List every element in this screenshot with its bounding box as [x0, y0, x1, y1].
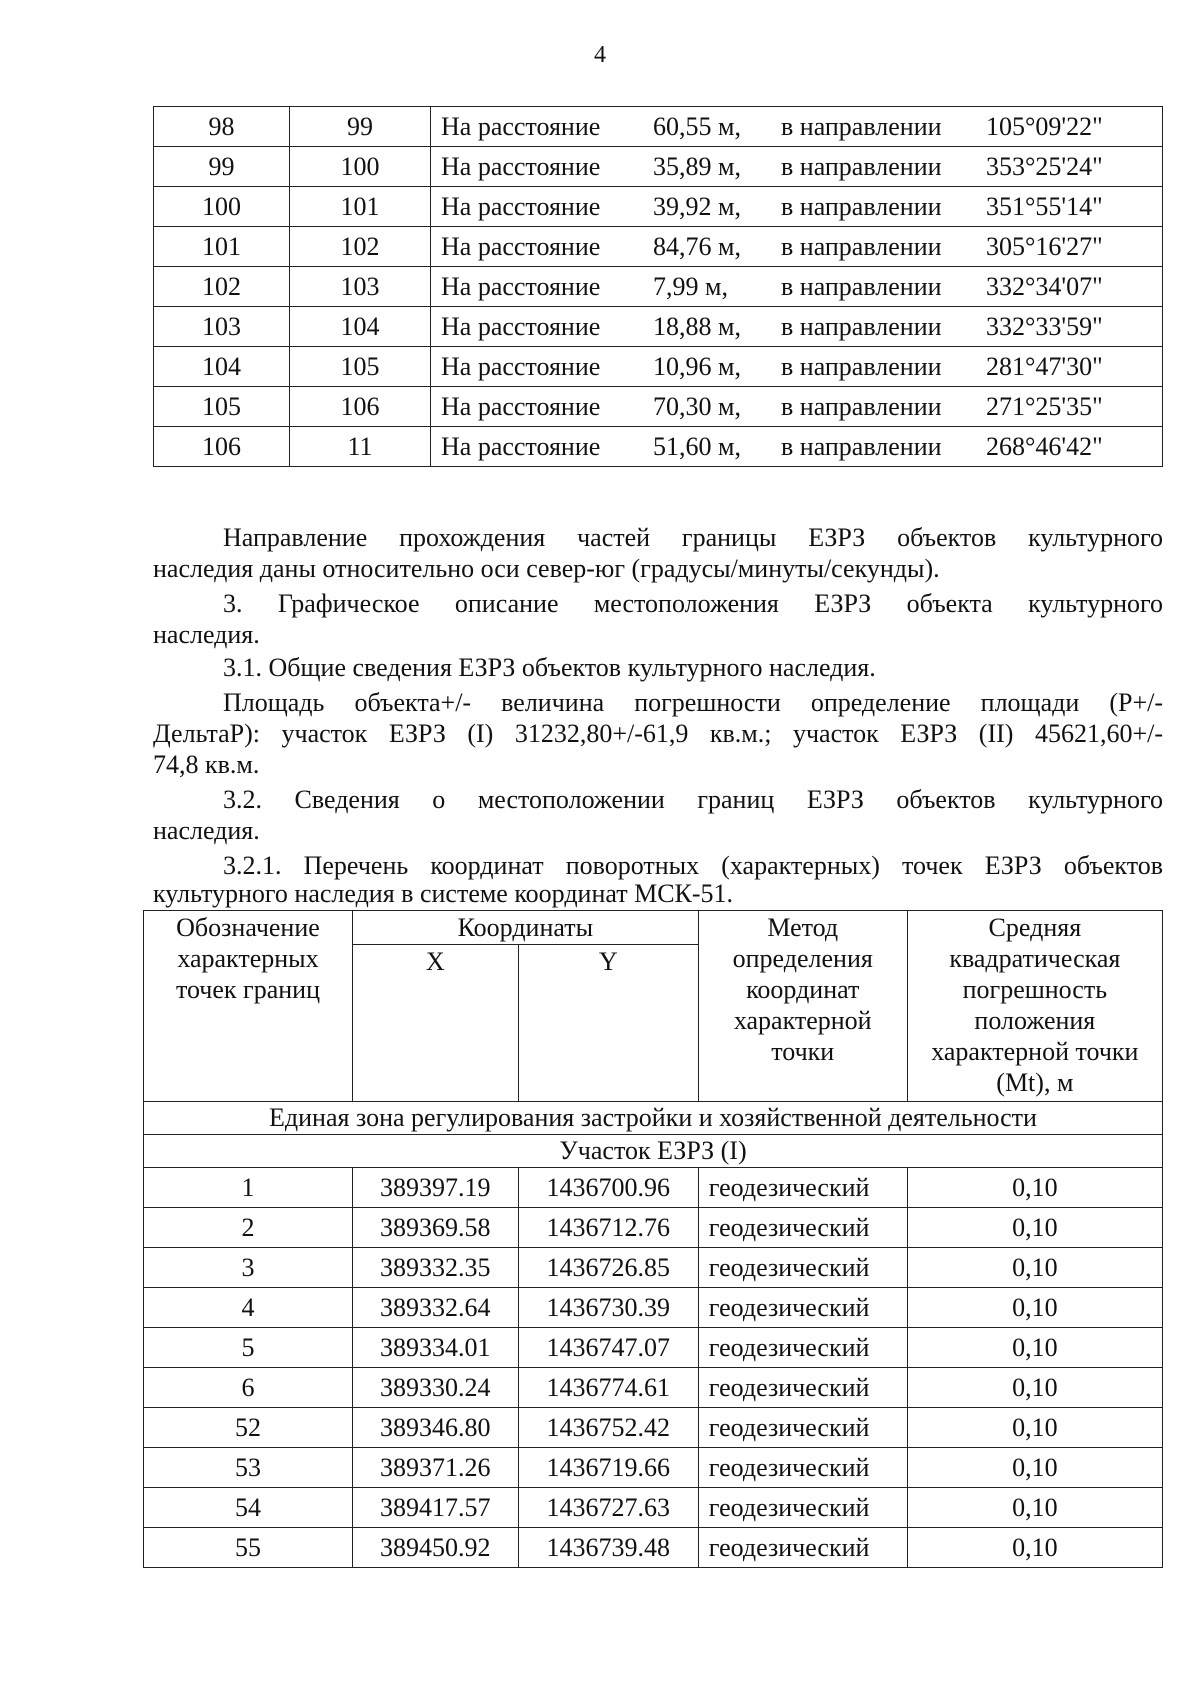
to-point: 104 [290, 307, 431, 347]
angle-value: 271°25'35" [986, 391, 1103, 421]
direction-label: в направлении [781, 111, 942, 141]
direction-description [431, 187, 1163, 227]
point-id: 6 [144, 1368, 353, 1408]
method: геодезический [698, 1368, 907, 1408]
paragraph-text: 3.2. Сведения о местоположении границ ЕЗРЗ объектов культурного [223, 785, 1163, 814]
distance-label: На расстояние [441, 431, 601, 461]
distance-value: 18,88 м, [653, 311, 741, 341]
direction-row [154, 227, 1163, 267]
paragraph-section-3-2-1 [153, 850, 1163, 881]
direction-row [154, 347, 1163, 387]
distance-label: На расстояние [441, 151, 601, 181]
header-row [144, 911, 1163, 945]
from-point: 100 [154, 187, 290, 227]
distance-value: 70,30 м, [653, 391, 741, 421]
method: геодезический [698, 1208, 907, 1248]
header-coordinates: Координаты [352, 911, 698, 945]
coord-y: 1436712.76 [518, 1208, 698, 1248]
to-point: 106 [290, 387, 431, 427]
paragraph-section-3-cont [153, 619, 1163, 650]
from-point: 104 [154, 347, 290, 387]
coord-x: 389330.24 [352, 1368, 518, 1408]
angle-value: 353°25'24" [986, 151, 1103, 181]
direction-label: в направлении [781, 271, 942, 301]
angle-value: 332°33'59" [986, 311, 1103, 341]
mean-error: 0,10 [907, 1528, 1162, 1568]
from-point: 103 [154, 307, 290, 347]
header-x: X [352, 945, 518, 1102]
method: геодезический [698, 1408, 907, 1448]
mean-error: 0,10 [907, 1368, 1162, 1408]
to-point: 99 [290, 107, 431, 147]
direction-label: в направлении [781, 151, 942, 181]
coord-y: 1436747.07 [518, 1328, 698, 1368]
point-id: 4 [144, 1288, 353, 1328]
page-number: 4 [594, 42, 606, 68]
distance-label: На расстояние [441, 311, 601, 341]
coordinate-row [144, 1168, 1163, 1208]
coordinate-row [144, 1528, 1163, 1568]
distance-label: На расстояние [441, 111, 601, 141]
coordinates-table [143, 910, 1163, 1568]
coordinate-row [144, 1368, 1163, 1408]
direction-label: в направлении [781, 191, 942, 221]
angle-value: 105°09'22" [986, 111, 1103, 141]
direction-table-body [154, 107, 1163, 467]
from-point: 102 [154, 267, 290, 307]
distance-label: На расстояние [441, 271, 601, 301]
point-id: 54 [144, 1488, 353, 1528]
angle-value: 268°46'42" [986, 431, 1103, 461]
mean-error: 0,10 [907, 1448, 1162, 1488]
distance-value: 7,99 м, [653, 271, 728, 301]
mean-error: 0,10 [907, 1488, 1162, 1528]
point-id: 2 [144, 1208, 353, 1248]
to-point: 102 [290, 227, 431, 267]
from-point: 105 [154, 387, 290, 427]
distance-label: На расстояние [441, 351, 601, 381]
zone-title-row [144, 1102, 1163, 1135]
coordinate-row [144, 1208, 1163, 1248]
angle-value: 305°16'27" [986, 231, 1103, 261]
coord-x: 389397.19 [352, 1168, 518, 1208]
method: геодезический [698, 1168, 907, 1208]
coordinates-table-head [144, 911, 1163, 1102]
paragraph-text: ДельтаР): участок ЕЗРЗ (I) 31232,80+/-61,9 кв.м.; участок ЕЗРЗ (II) 45621,60+/- [153, 719, 1163, 748]
coord-y: 1436719.66 [518, 1448, 698, 1488]
paragraph-text: Площадь объекта+/- величина погрешности определение площади (P+/- [223, 688, 1163, 717]
zone-title: Единая зона регулирования застройки и хозяйственной деятельности [144, 1102, 1163, 1135]
distance-value: 35,89 м, [653, 151, 741, 181]
paragraph-text: 3. Графическое описание местоположения ЕЗРЗ объекта культурного [223, 589, 1163, 618]
distance-label: На расстояние [441, 391, 601, 421]
paragraph-section-3-2-cont [153, 815, 1163, 846]
paragraph-section-3 [153, 588, 1163, 619]
direction-row [154, 267, 1163, 307]
direction-description [431, 427, 1163, 467]
from-point: 99 [154, 147, 290, 187]
paragraph-area [153, 687, 1163, 718]
coord-y: 1436727.63 [518, 1488, 698, 1528]
paragraph-section-3-1 [153, 652, 1163, 683]
method: геодезический [698, 1248, 907, 1288]
header-method: Метод определения координат характерной точки [698, 911, 907, 1102]
method: геодезический [698, 1288, 907, 1328]
paragraph-text: 3.1. Общие сведения ЕЗРЗ объектов культурного наследия. [223, 653, 876, 682]
direction-label: в направлении [781, 231, 942, 261]
coord-x: 389332.35 [352, 1248, 518, 1288]
coord-x: 389332.64 [352, 1288, 518, 1328]
section-title: Участок ЕЗРЗ (I) [144, 1135, 1163, 1168]
distance-value: 10,96 м, [653, 351, 741, 381]
paragraph-text: наследия. [153, 816, 260, 845]
method: геодезический [698, 1488, 907, 1528]
direction-row [154, 307, 1163, 347]
method: геодезический [698, 1448, 907, 1488]
coord-x: 389417.57 [352, 1488, 518, 1528]
direction-label: в направлении [781, 391, 942, 421]
distance-label: На расстояние [441, 191, 601, 221]
coordinates-table-body [144, 1102, 1163, 1568]
to-point: 105 [290, 347, 431, 387]
distance-value: 60,55 м, [653, 111, 741, 141]
angle-value: 332°34'07" [986, 271, 1103, 301]
to-point: 101 [290, 187, 431, 227]
header-y: Y [518, 945, 698, 1102]
direction-description [431, 227, 1163, 267]
coordinate-row [144, 1448, 1163, 1488]
coord-x: 389371.26 [352, 1448, 518, 1488]
paragraph-section-3-2-1-cont [153, 878, 1163, 909]
direction-description [431, 107, 1163, 147]
paragraph-direction-note-cont [153, 553, 1163, 584]
direction-row [154, 107, 1163, 147]
to-point: 103 [290, 267, 431, 307]
section-title-row [144, 1135, 1163, 1168]
mean-error: 0,10 [907, 1408, 1162, 1448]
paragraph-text: 74,8 кв.м. [153, 750, 260, 779]
coord-y: 1436730.39 [518, 1288, 698, 1328]
point-id: 55 [144, 1528, 353, 1568]
distance-value: 39,92 м, [653, 191, 741, 221]
method: геодезический [698, 1328, 907, 1368]
coordinate-row [144, 1408, 1163, 1448]
direction-label: в направлении [781, 311, 942, 341]
paragraph-area-cont [153, 718, 1163, 749]
distance-value: 51,60 м, [653, 431, 741, 461]
direction-row [154, 147, 1163, 187]
direction-description [431, 347, 1163, 387]
coord-y: 1436774.61 [518, 1368, 698, 1408]
distance-label: На расстояние [441, 231, 601, 261]
mean-error: 0,10 [907, 1248, 1162, 1288]
paragraph-text: 3.2.1. Перечень координат поворотных (характерных) точек ЕЗРЗ объектов [223, 851, 1163, 880]
coord-y: 1436739.48 [518, 1528, 698, 1568]
paragraph-text: культурного наследия в системе координат МСК-51. [153, 879, 734, 908]
coord-y: 1436752.42 [518, 1408, 698, 1448]
method: геодезический [698, 1528, 907, 1568]
direction-label: в направлении [781, 431, 942, 461]
coordinate-row [144, 1288, 1163, 1328]
paragraph-direction-note [153, 522, 1163, 553]
from-point: 101 [154, 227, 290, 267]
to-point: 11 [290, 427, 431, 467]
direction-row [154, 187, 1163, 227]
coord-x: 389346.80 [352, 1408, 518, 1448]
paragraph-section-3-2 [153, 784, 1163, 815]
angle-value: 351°55'14" [986, 191, 1103, 221]
mean-error: 0,10 [907, 1168, 1162, 1208]
angle-value: 281°47'30" [986, 351, 1103, 381]
paragraph-text: Направление прохождения частей границы ЕЗРЗ объектов культурного [223, 523, 1163, 552]
mean-error: 0,10 [907, 1208, 1162, 1248]
coord-x: 389450.92 [352, 1528, 518, 1568]
from-point: 106 [154, 427, 290, 467]
from-point: 98 [154, 107, 290, 147]
coordinate-row [144, 1328, 1163, 1368]
direction-description [431, 307, 1163, 347]
point-id: 53 [144, 1448, 353, 1488]
paragraph-text: наследия. [153, 620, 260, 649]
direction-row [154, 387, 1163, 427]
coord-x: 389334.01 [352, 1328, 518, 1368]
coord-y: 1436726.85 [518, 1248, 698, 1288]
direction-description [431, 147, 1163, 187]
coord-y: 1436700.96 [518, 1168, 698, 1208]
coordinate-row [144, 1248, 1163, 1288]
point-id: 1 [144, 1168, 353, 1208]
coordinate-row [144, 1488, 1163, 1528]
mean-error: 0,10 [907, 1288, 1162, 1328]
paragraph-text: наследия даны относительно оси север-юг (градусы/минуты/секунды). [153, 554, 940, 583]
distance-value: 84,76 м, [653, 231, 741, 261]
direction-table [153, 106, 1163, 467]
header-error: Средняя квадратическая погрешность положения характерной точки (Mt), м [907, 911, 1162, 1102]
mean-error: 0,10 [907, 1328, 1162, 1368]
direction-description [431, 267, 1163, 307]
point-id: 52 [144, 1408, 353, 1448]
direction-label: в направлении [781, 351, 942, 381]
to-point: 100 [290, 147, 431, 187]
header-designation: Обозначение характерных точек границ [144, 911, 353, 1102]
direction-description [431, 387, 1163, 427]
point-id: 5 [144, 1328, 353, 1368]
point-id: 3 [144, 1248, 353, 1288]
direction-row [154, 427, 1163, 467]
coord-x: 389369.58 [352, 1208, 518, 1248]
paragraph-area-end [153, 749, 1163, 780]
